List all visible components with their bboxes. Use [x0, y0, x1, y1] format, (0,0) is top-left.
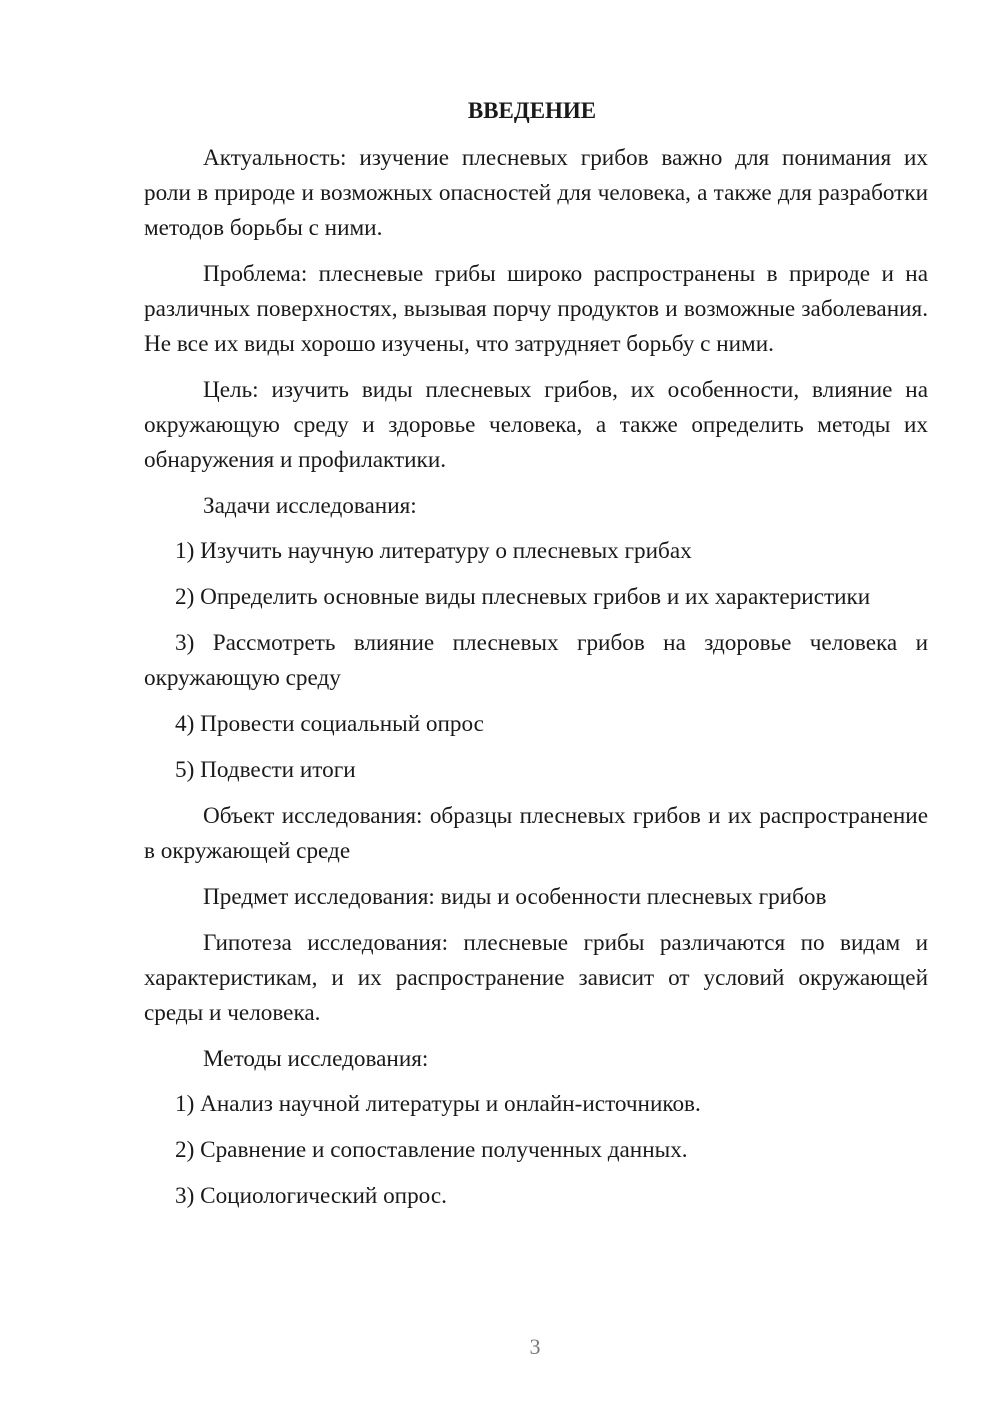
- object-paragraph: Объект исследования: образцы плесневых грибов и их распространение в окружающей среде: [144, 803, 928, 864]
- relevance-paragraph: Актуальность: изучение плесневых грибов важно для понимания их роли в природе и возможных опасностей для человека, а также для разработки методов борьбы с ними.: [144, 145, 928, 241]
- task-item: 5) Подвести итоги: [175, 757, 356, 783]
- task-item: 1) Изучить научную литературу о плесневых грибах: [175, 538, 692, 564]
- page-number: 3: [529, 1334, 541, 1359]
- method-item: 2) Сравнение и сопоставление полученных данных.: [175, 1137, 688, 1163]
- task-item: 2) Определить основные виды плесневых грибов и их характеристики: [175, 584, 871, 610]
- methods-heading: Методы исследования:: [203, 1046, 429, 1072]
- task-item: 4) Провести социальный опрос: [175, 711, 484, 737]
- goal-paragraph: Цель: изучить виды плесневых грибов, их особенности, влияние на окружающую среду и здоровье человека, а также определить методы их обнаружения и профилактики.: [144, 377, 928, 473]
- document-page: [144, 94, 928, 1225]
- tasks-heading: Задачи исследования:: [203, 493, 417, 519]
- section-title: ВВЕДЕНИЕ: [467, 98, 597, 123]
- task-item: 3) Рассмотреть влияние плесневых грибов на здоровье человека и окружающую среду: [144, 630, 928, 691]
- hypothesis-paragraph: Гипотеза исследования: плесневые грибы различаются по видам и характеристикам, и их распространение зависит от условий окружающей среды и человека.: [144, 930, 928, 1026]
- subject-paragraph: Предмет исследования: виды и особенности плесневых грибов: [203, 884, 827, 910]
- method-item: 1) Анализ научной литературы и онлайн-источников.: [175, 1091, 701, 1117]
- method-item: 3) Социологический опрос.: [175, 1183, 447, 1209]
- problem-paragraph: Проблема: плесневые грибы широко распространены в природе и на различных поверхностях, вызывая порчу продуктов и возможные заболевания. Не все их виды хорошо изучены, что затрудняет борьбу с ними.: [144, 261, 928, 357]
